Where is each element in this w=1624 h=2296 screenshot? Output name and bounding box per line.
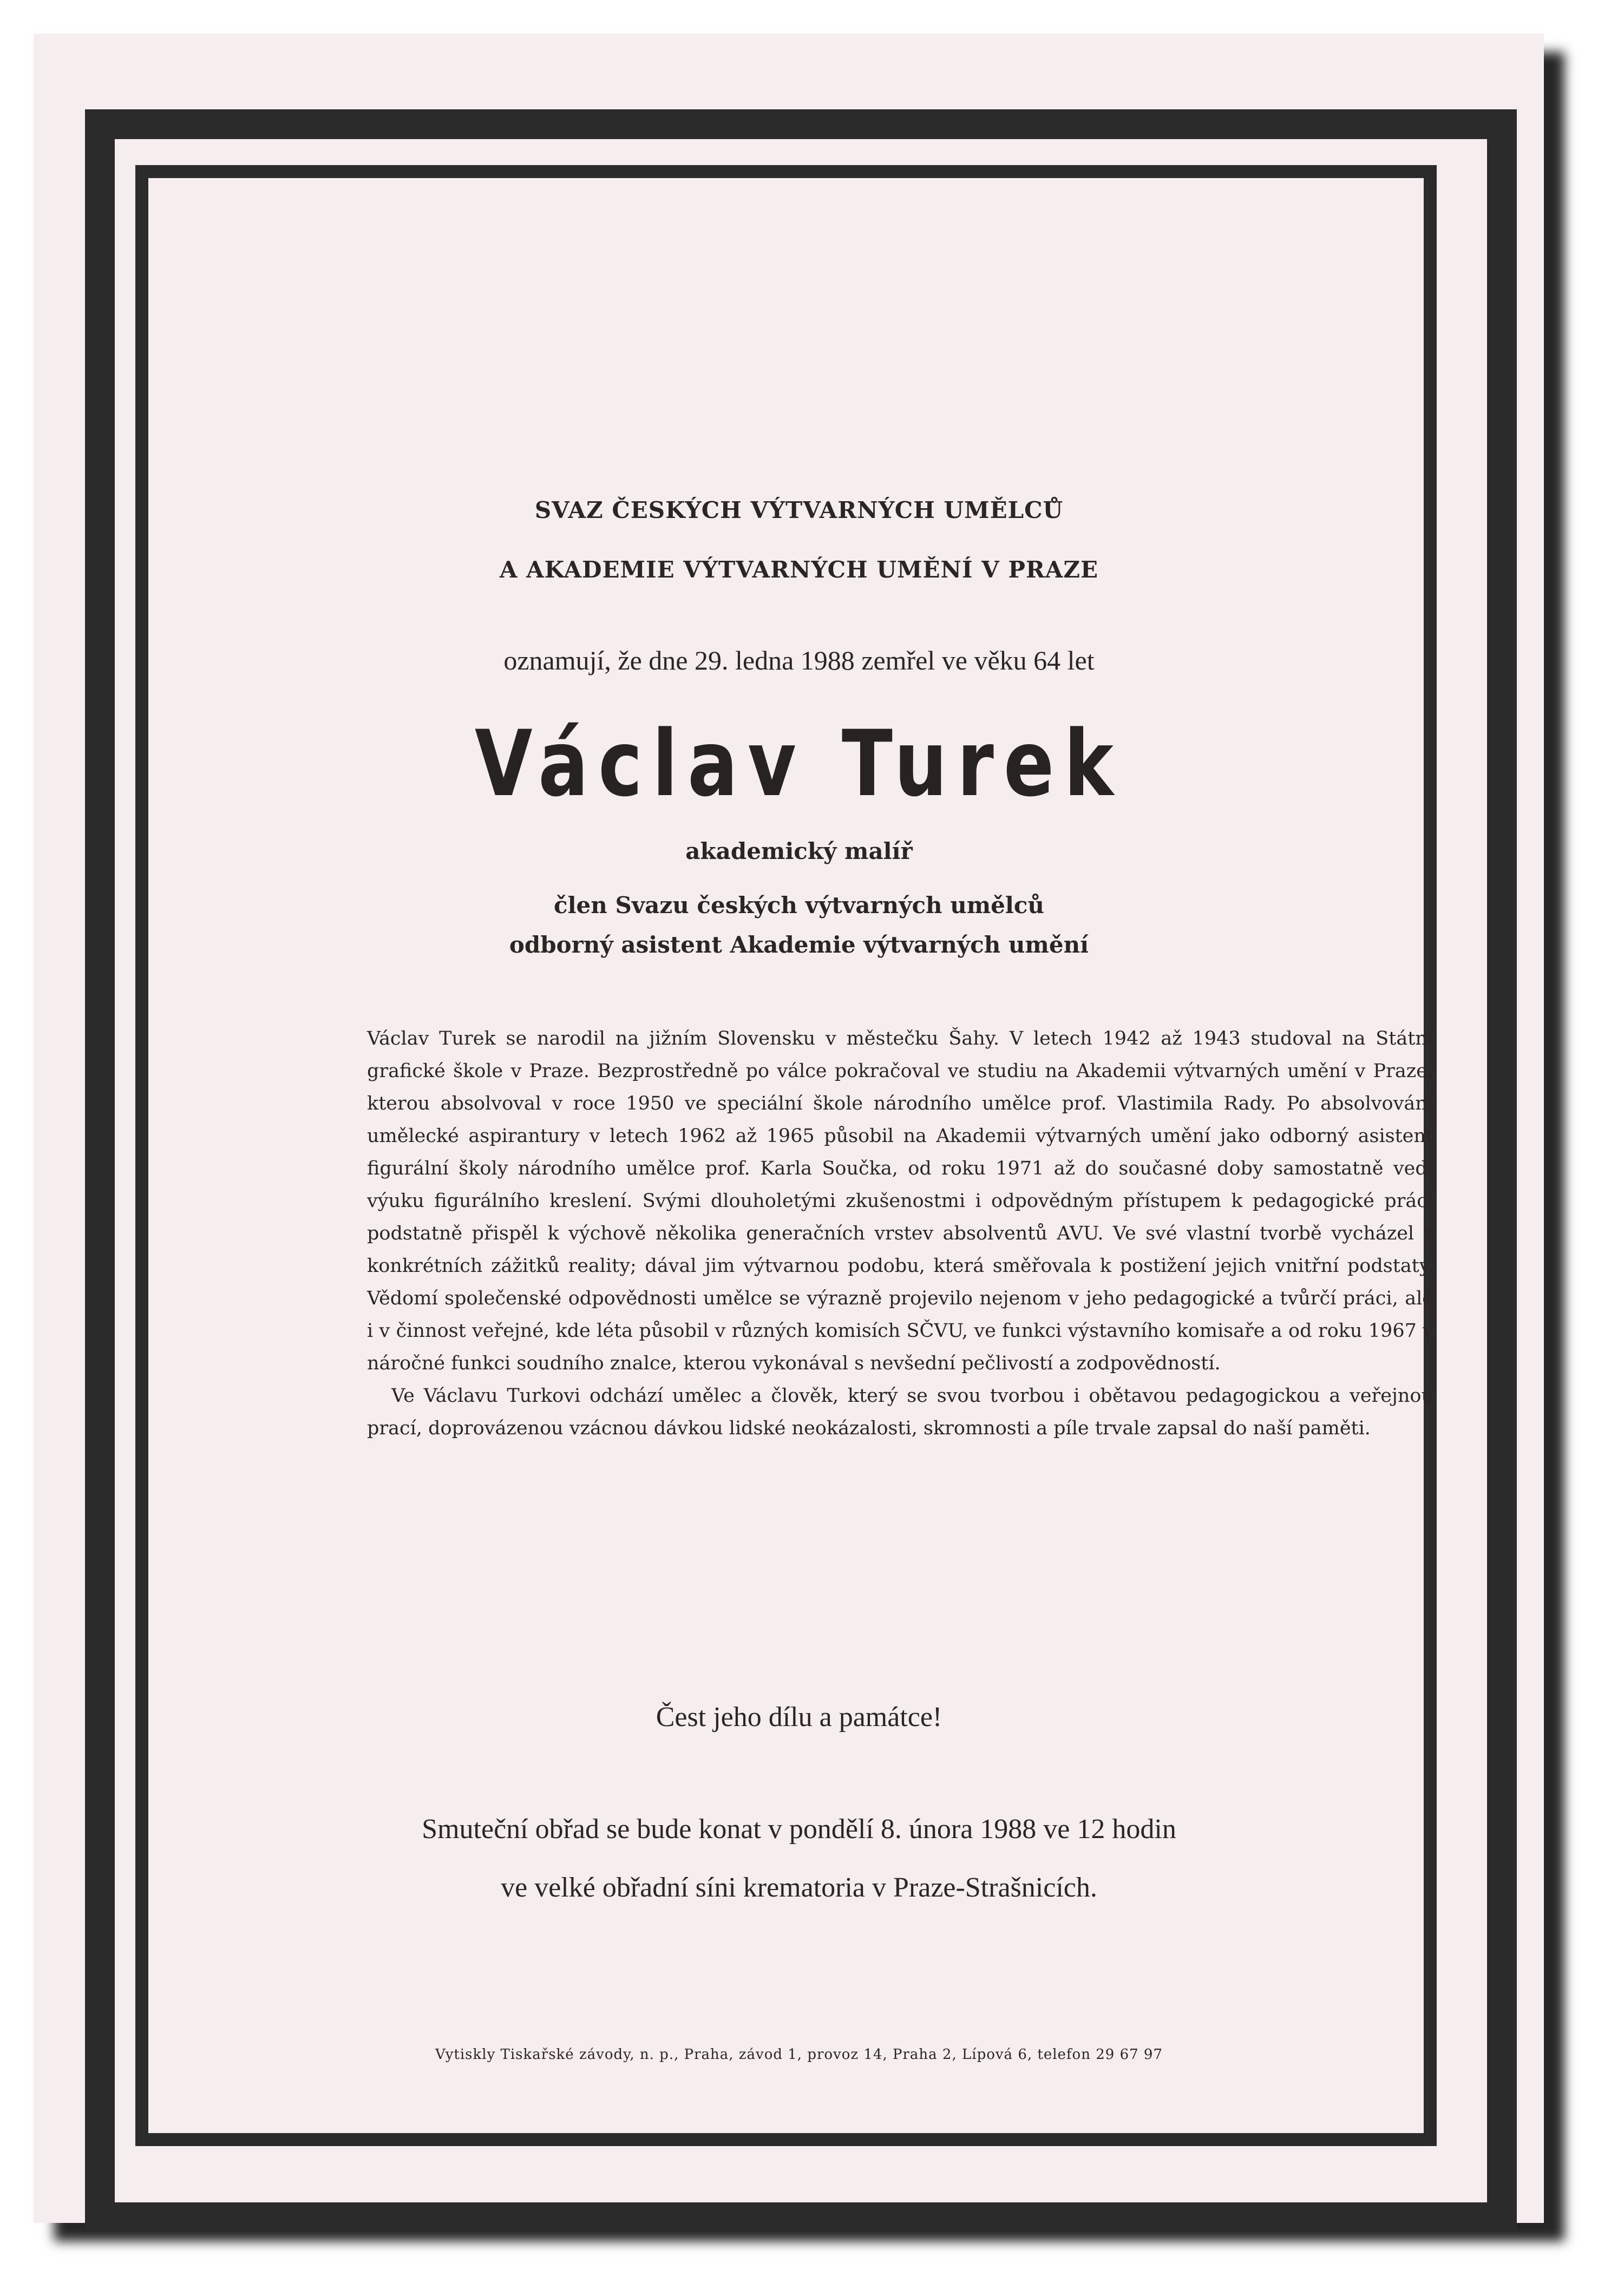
deceased-name: Václav Turek xyxy=(474,711,1124,817)
ceremony-line-1: Smuteční obřad se bude konat v pondělí 8. února 1988 ve 12 hodin xyxy=(422,1814,1176,1845)
notice-content xyxy=(161,191,1437,2146)
biography-paragraph-1: Václav Turek se narodil na jižním Slovensku v městečku Šahy. V letech 1942 až 1943 studoval na Státní grafické škole v Praze. Bezprostředně po válce pokračoval ve studiu na Akademii výtvarných umění v Praze, kterou absolvoval v roce 1950 ve speciální škole národního umělce prof. Vlastimila Rady. Po absolvování umělecké aspirantury v letech 1962 až 1965 působil na Akademii výtvarných umění jako odborný asistent figurální školy národního umělce prof. Karla Součka, od roku 1971 až do současné doby samostatně vedl výuku figurálního kreslení. Svými dlouholetými zkušenostmi i odpovědným přístupem k pedagogické práci podstatně přispěl k výchově několika generačních vrstev absolventů AVU. Ve své vlastní tvorbě vycházel z konkrétních zážitků reality; dával jim výtvarnou podobu, která směřovala k postižení jejich vnitřní podstaty. Vědomí společenské odpovědnosti umělce se výrazně projevilo nejenom v jeho pedagogické a tvůrčí práci, ale i v činnost veřejné, kde léta působil v různých komisích SČVU, ve funkci výstavního komisaře a od roku 1967 v náročné funkci soudního znalce, kterou vykonával s nevšední pečlivostí a zodpovědností. xyxy=(367,1028,1433,1374)
printer-imprint: Vytiskly Tiskařské závody, n. p., Praha, závod 1, provoz 14, Praha 2, Lípová 6, telefon 29 67 97 xyxy=(435,2046,1163,2063)
closing-tribute: Čest jeho dílu a památce! xyxy=(656,1702,942,1733)
biography xyxy=(367,1022,1433,1445)
title-assistant: odborný asistent Akademie výtvarných umění xyxy=(509,931,1089,958)
biography-paragraph-2: Ve Václavu Turkovi odchází umělec a člověk, který se svou tvorbou i obětavou pedagogickou a veřejnou prací, doprovázenou vzácnou dávkou lidské neokázalosti, skromnosti a píle trvale zapsal do naší paměti. xyxy=(367,1385,1433,1439)
notice-sheet xyxy=(34,34,1544,2223)
title-academic-painter: akademický malíř xyxy=(685,838,913,864)
organization-line-2: A AKADEMIE VÝTVARNÝCH UMĚNÍ V PRAZE xyxy=(499,556,1099,583)
ceremony-line-2: ve velké obřadní síni krematoria v Praze-Strašnicích. xyxy=(501,1872,1097,1903)
organization-line-1: SVAZ ČESKÝCH VÝTVARNÝCH UMĚLCŮ xyxy=(534,497,1064,523)
title-union-member: člen Svazu českých výtvarných umělců xyxy=(554,892,1044,919)
death-announcement: oznamují, že dne 29. ledna 1988 zemřel ve věku 64 let xyxy=(503,645,1095,675)
